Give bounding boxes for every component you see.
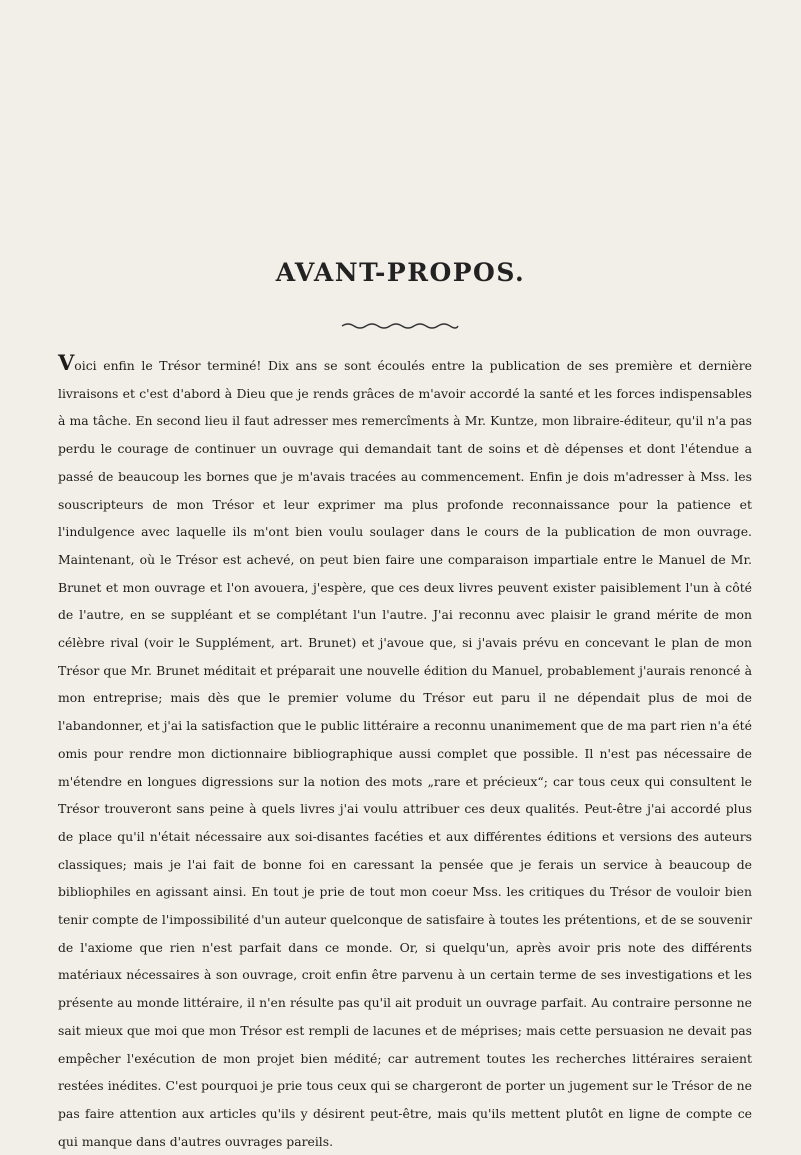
paragraph-text: oici enfin le Trésor terminé! Dix ans se sont écoulés entre la publication de ses première et dernière livraisons et c'est d'abord à Dieu que je rends grâces de m'avoir accordé la santé et les forces indispensables à ma tâche. En second lieu il faut adresser mes remercîments à Mr. Kuntze, mon libraire-éditeur, qu'il n'a pas perdu le courage de continuer un ouvrage qui demandait tant de soins et dè dépenses et dont l'étendue a passé de beaucoup les bornes que je m'avais tracées au commencement. Enfin je dois m'adresser à Mss. les souscripteurs de mon Trésor et leur exprimer ma plus profonde reconnaissance pour la patience et l'indulgence avec laquelle ils m'ont bien voulu soulager dans le cours de la publication de mon ouvrage. Maintenant, où le Trésor est achevé, on peut bien faire une comparaison impartiale entre le Manuel de Mr. Brunet et mon ouvrage et l'on avouera, j'espère, que ces deux livres peuvent exister paisiblement l'un à côté de l'autre, en se suppléant et se complétant l'un l'autre. J'ai reconnu avec plaisir le grand mérite de mon célèbre rival (voir le Supplément, art. Brunet) et j'avoue que, si j'avais prévu en concevant le plan de mon Trésor que Mr. Brunet méditait et préparait une nouvelle édition du Manuel, probablement j'aurais renoncé à mon entreprise; mais dès que le premier volume du Trésor eut paru il ne dépendait plus de moi de l'abandonner, et j'ai la satisfaction que le public littéraire a reconnu unanimement que de ma part rien n'a été omis pour rendre mon dictionnaire bibliographique aussi complet que possible. Il n'est pas nécessaire de m'étendre en longues digressions sur la notion des mots „rare et précieux“; car tous ceux qui consultent le Trésor trouveront sans peine à quels livres j'ai voulu attribuer ces deux qualités. Peut-être j'ai accordé plus de place qu'il n'était nécessaire aux soi-disantes facéties et aux différentes éditions et versions des auteurs classiques; mais je l'ai fait de bonne foi en caressant la pensée que je ferais un service à beaucoup de bibliophiles en agissant ainsi. En tout je prie de tout mon coeur Mss. les critiques du Trésor de vouloir bien tenir compte de l'impossibilité d'un auteur quelconque de satisfaire à toutes les prétentions, et de se souvenir de l'axiome que rien n'est parfait dans ce monde. Or, si quelqu'un, après avoir pris note des différents matériaux nécessaires à son ouvrage, croit enfin être parvenu à un certain terme de ses investigations et les présente au monde littéraire, il n'en résulte pas qu'il ait produit un ouvrage parfait. Au contraire personne ne sait mieux que moi que mon Trésor est rempli de lacunes et de méprises; mais cette persuasion ne devait pas empêcher l'exécution de mon projet bien médité; car autrement toutes les recherches littéraires seraient restées inédites. C'est pourquoi je prie tous ceux qui se chargeront de porter un jugement sur le Trésor de ne pas faire attention aux articles qu'ils y désirent peut-être, mais qu'ils mettent plutôt en ligne de compte ce qui manque dans d'autres ouvrages pareils. xyxy=(58,358,752,1149)
drop-cap: V xyxy=(58,350,75,375)
page-title: AVANT-PROPOS. xyxy=(275,258,526,287)
preface-paragraph xyxy=(58,352,752,1155)
ornament-divider-icon xyxy=(340,320,460,330)
